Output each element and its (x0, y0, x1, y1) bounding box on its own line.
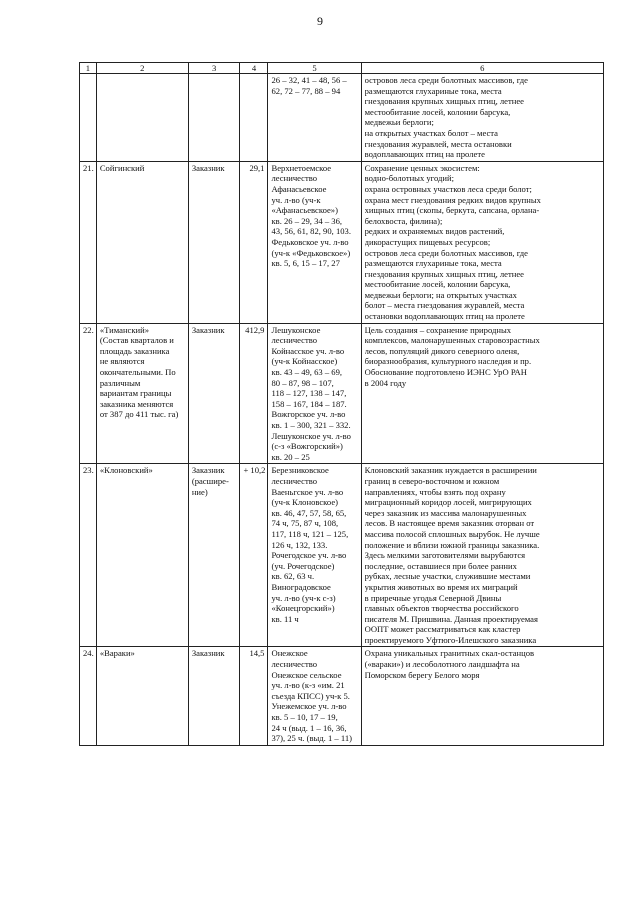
purpose-line: проектируемого Уфтюго-Илешского заказника (364, 634, 537, 645)
purpose-line: комплексов, малонарушенных старовозрастных (364, 335, 540, 346)
purpose-line: Поморском берегу Белого моря (364, 669, 480, 680)
location-line: 26 – 32, 41 – 48, 56 – (271, 75, 347, 85)
purpose-line: медвежьи берлоги; (364, 117, 434, 128)
area-name-line: различным (99, 377, 141, 388)
table-header-row (80, 63, 604, 74)
location-cell (268, 323, 361, 464)
purpose-cell (361, 323, 603, 464)
purpose-line: на открытых участках болот – места (364, 127, 498, 138)
purpose-line: охрана островных участков леса среди болот; (364, 183, 532, 194)
purpose-line: Цель создания – сохранение природных (364, 324, 512, 335)
location-line: 74 ч, 75, 87 ч, 108, (271, 518, 339, 529)
table-row (80, 74, 604, 162)
location-line: Лешуконское уч. л-во (271, 430, 351, 441)
purpose-line: («вараки») и лесоболотного ландшафта на (364, 659, 520, 670)
area-type-line: ние) (191, 486, 208, 497)
location-line: Вожгорское уч. л-во (271, 409, 346, 420)
location-line: (уч. Рочегодское) (271, 560, 335, 571)
location-cell (268, 647, 361, 745)
location-line: 62, 72 – 77, 88 – 94 (271, 85, 341, 96)
area-name-line: от 387 до 411 тыс. га) (99, 409, 179, 420)
purpose-line: медвежьи берлоги; на открытых участках (364, 289, 517, 300)
location-line: уч. л-во (уч-к с-з) (271, 592, 336, 603)
purpose-line: редких и охраняемых видов растений, (364, 226, 505, 237)
area-name-line: «Вараки» (99, 648, 135, 659)
column-header: 6 (361, 63, 603, 74)
location-line: (уч-к Койнасское) (271, 356, 338, 367)
location-line: съезда КПСС) уч-к 5. (271, 690, 350, 701)
purpose-line: гнездования крупных хищных птиц, летнее (364, 268, 524, 279)
area-name-line: «Тиманский» (99, 324, 150, 335)
area-type-line: (расшире- (191, 475, 229, 486)
purpose-line: ООПТ может рассматриваться как кластер (364, 624, 521, 635)
location-line: (уч-к «Федьковское») (271, 247, 351, 258)
location-line: 80 – 87, 98 – 107, (271, 377, 334, 388)
area-type-line: Заказник (191, 465, 225, 476)
location-line: кв. 20 – 25 (271, 451, 310, 462)
location-line: Ваеньгское уч. л-во (271, 486, 344, 497)
table-row (80, 161, 604, 323)
location-line: Койнасское уч. л-во (271, 345, 345, 356)
purpose-line: размещаются глухариные тока, места (364, 258, 502, 269)
purpose-line: Обоснование подготовлено ИЭНС УрО РАН (364, 367, 527, 378)
location-line: 43, 56, 61, 82, 90, 103. (271, 226, 351, 237)
row-number-cell: 23. (80, 464, 97, 647)
location-line: Рочегодское уч. л-во (271, 550, 347, 561)
column-header: 4 (240, 63, 268, 74)
purpose-line: лесов, популяций дикого северного оленя, (364, 345, 520, 356)
location-line: 117, 118 ч, 121 – 125, (271, 528, 349, 539)
column-header: 5 (268, 63, 361, 74)
purpose-line: дикорастущих пищевых ресурсов; (364, 236, 491, 247)
purpose-line: через заказник из массива малонарушенных (364, 507, 527, 518)
location-line: уч. л-во (к-з «им. 21 (271, 680, 345, 691)
area-size-cell: 29,1 (240, 161, 268, 323)
location-line: 37), 25 ч. (выд. 1 – 11) (271, 733, 352, 744)
area-size-cell (240, 74, 268, 162)
location-cell (268, 74, 361, 162)
location-line: кв. 5 – 10, 17 – 19, (271, 712, 338, 723)
purpose-line: белохвоста, филина); (364, 215, 443, 226)
area-name-cell (96, 464, 188, 647)
purpose-line: Клоновский заказник нуждается в расширении (364, 465, 537, 476)
area-type-cell (188, 464, 240, 647)
row-number-cell (80, 74, 97, 162)
purpose-line: массива полосой сплошных вырубок. Не лучше (364, 528, 540, 539)
area-size-cell: + 10,2 (240, 464, 268, 647)
location-line: лесничество (271, 173, 318, 184)
location-line: уч. л-во (уч-к (271, 194, 321, 205)
location-line: Афанасьевское (271, 183, 327, 194)
purpose-line: в 2004 году (364, 377, 407, 388)
purpose-line: местообитание лосей, колонии барсука, (364, 279, 511, 290)
column-header: 3 (188, 63, 240, 74)
area-name-cell (96, 161, 188, 323)
location-line: Онежское сельское (271, 669, 342, 680)
purpose-cell (361, 464, 603, 647)
location-line: кв. 46, 47, 57, 58, 65, (271, 507, 347, 518)
purpose-line: Сохранение ценных экосистем: (364, 162, 480, 173)
area-name-cell (96, 323, 188, 464)
purpose-cell (361, 647, 603, 745)
area-name-line: (Состав кварталов и (99, 335, 174, 346)
location-line: Унежемское уч. л-во (271, 701, 347, 712)
location-line: 158 – 167, 184 – 187. (271, 398, 347, 409)
area-type-cell (188, 323, 240, 464)
location-line: кв. 5, 6, 15 – 17, 27 (271, 258, 340, 269)
purpose-cell (361, 74, 603, 162)
purpose-line: местообитание лосей, колонии барсука, (364, 106, 511, 117)
purpose-line: гнездования крупных хищных птиц, летнее (364, 96, 524, 107)
purpose-line: размещаются глухариные тока, места (364, 85, 502, 96)
location-line: кв. 1 – 300, 321 – 332. (271, 420, 351, 430)
purpose-line: болот – места гнездования журавлей, места (364, 300, 525, 311)
purpose-line: островов леса среди болотных массивов, где (364, 247, 528, 258)
protected-areas-table (79, 62, 604, 746)
location-line: 24 ч (выд. 1 – 16, 36, (271, 722, 347, 733)
location-line: 126 ч, 132, 133. (271, 539, 328, 550)
area-name-line: не являются (99, 356, 145, 367)
area-type-cell (188, 161, 240, 323)
area-name-line: заказника меняются (99, 398, 174, 409)
page-number: 9 (317, 14, 323, 28)
purpose-line: лесов. В настоящее время заказник оторван от (364, 518, 535, 529)
purpose-line: охрана мест гнездования редких видов крупных (364, 194, 541, 205)
location-line: (с-з «Вожгорский») (271, 441, 343, 452)
purpose-line: главных объектов творчества российского (364, 603, 519, 614)
location-line: Онежское (271, 648, 308, 659)
purpose-line: гнездования журавлей, места остановки (364, 138, 512, 149)
purpose-line: направлениях, чтобы взять под охрану (364, 486, 506, 497)
area-name-line: площадь заказника (99, 345, 170, 356)
area-type-cell (188, 647, 240, 745)
column-header: 1 (80, 63, 97, 74)
area-type-cell (188, 74, 240, 162)
location-line: лесничество (271, 475, 318, 486)
purpose-line: биоразнообразия, культурного наследия и пр. (364, 356, 532, 367)
location-line: лесничество (271, 659, 318, 670)
row-number-cell: 22. (80, 323, 97, 464)
location-cell (268, 464, 361, 647)
table-row (80, 464, 604, 647)
area-name-cell (96, 74, 188, 162)
purpose-line: островов леса среди болотных массивов, где (364, 75, 528, 85)
area-name-line: окончательными. По (99, 367, 176, 378)
purpose-line: в приречные угодья Северной Двины (364, 592, 502, 603)
location-line: «Конецгорский») (271, 603, 335, 614)
area-type-line: Заказник (191, 648, 225, 659)
purpose-line: остановки водоплавающих птиц на пролете (364, 311, 525, 322)
purpose-line: рубках, лесные участки, служившие местами (364, 571, 531, 582)
area-name-line: Сойгинский (99, 162, 145, 173)
area-type-line: Заказник (191, 324, 225, 335)
purpose-line: хищных птиц (скопы, беркута, сапсана, орлана- (364, 205, 540, 216)
location-line: кв. 43 – 49, 63 – 69, (271, 367, 343, 378)
location-line: Виноградовское (271, 581, 331, 592)
purpose-line: писателя М. Пришвина. Данная проектируемая (364, 613, 538, 624)
table-row (80, 647, 604, 745)
purpose-line: водно-болотных угодий; (364, 173, 455, 184)
row-number-cell: 24. (80, 647, 97, 745)
location-line: кв. 62, 63 ч. (271, 571, 315, 582)
purpose-line: миграционный коридор лосей, мигрирующих (364, 497, 532, 508)
table-row (80, 323, 604, 464)
location-line: Лешуконское (271, 324, 321, 335)
purpose-line: укрытия животных во время их миграций (364, 581, 518, 592)
location-line: Верхнетоемское (271, 162, 332, 173)
location-line: кв. 26 – 29, 34 – 36, (271, 215, 343, 226)
area-size-cell: 14,5 (240, 647, 268, 745)
purpose-line: последние, оставшиеся при более ранних (364, 560, 517, 571)
purpose-line: Здесь мелкими заготовителями вырубаются (364, 550, 526, 561)
column-header: 2 (96, 63, 188, 74)
location-line: Федьковское уч. л-во (271, 236, 349, 247)
area-name-line: «Клоновский» (99, 465, 153, 476)
location-cell (268, 161, 361, 323)
area-type-line: Заказник (191, 162, 225, 173)
area-name-cell (96, 647, 188, 745)
row-number-cell: 21. (80, 161, 97, 323)
area-name-line: вариантам границы (99, 388, 172, 399)
area-size-cell: 412,9 (240, 323, 268, 464)
location-line: кв. 11 ч (271, 613, 299, 624)
purpose-line: водоплавающих птиц на пролете (364, 149, 485, 160)
location-line: лесничество (271, 335, 318, 346)
location-line: 118 – 127, 138 – 147, (271, 388, 347, 399)
purpose-line: Охрана уникальных гранитных скал-останцов (364, 648, 535, 659)
location-line: «Афанасьевское») (271, 205, 338, 216)
location-line: (уч-к Клоновское) (271, 497, 339, 508)
purpose-line: положение и вблизи южной границы заказника. (364, 539, 540, 550)
location-line: Березниковское (271, 465, 329, 476)
purpose-cell (361, 161, 603, 323)
purpose-line: границ в северо-восточном и южном (364, 475, 500, 486)
